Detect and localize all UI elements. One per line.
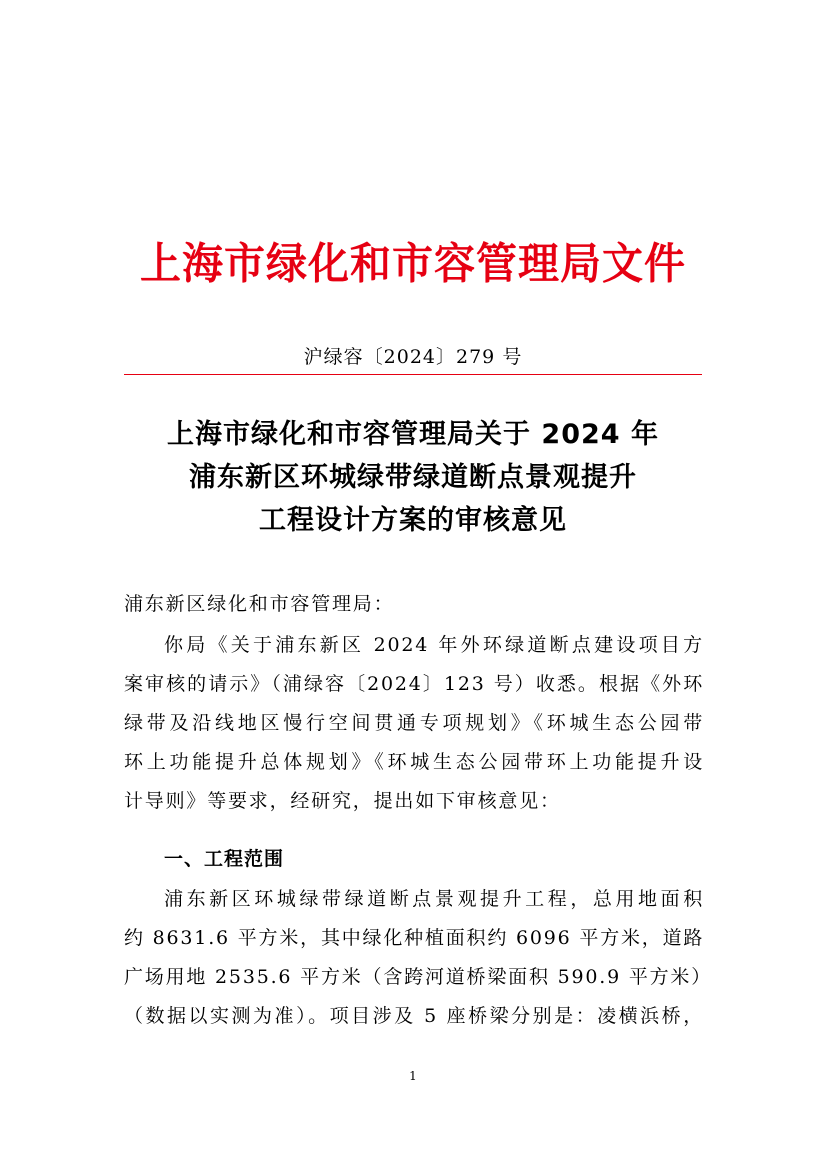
recipient-line: 浦东新区绿化和市容管理局：	[124, 593, 395, 615]
paragraph-line: 约 8631.6 平方米，其中绿化种植面积约 6096 平方米，道路	[124, 927, 705, 949]
paragraph-line: 你局《关于浦东新区 2024 年外环绿道断点建设项目方	[164, 634, 704, 656]
page-number: 1	[409, 1069, 417, 1083]
paragraph-intro	[124, 626, 704, 821]
paragraph-scope	[124, 880, 713, 1036]
paragraph-line: 浦东新区环城绿带绿道断点景观提升工程，总用地面积	[164, 888, 704, 910]
title-line-1: 上海市绿化和市容管理局关于 2024 年	[167, 419, 659, 450]
document-number: 沪绿容〔2024〕279 号	[303, 346, 523, 368]
title-line-3: 工程设计方案的审核意见	[259, 505, 567, 536]
paragraph-line: （数据以实测为准）。项目涉及 5 座桥梁分别是：凌横浜桥，	[124, 1005, 704, 1027]
title-line-2: 浦东新区环城绿带绿道断点景观提升	[189, 462, 637, 493]
red-separator-line	[124, 374, 702, 375]
issuing-organization-header: 上海市绿化和市容管理局文件	[140, 238, 686, 290]
paragraph-line: 绿带及沿线地区慢行空间贯通专项规划》《环城生态公园带	[124, 712, 704, 734]
paragraph-line: 环上功能提升总体规划》《环城生态公园带环上功能提升设	[124, 751, 704, 773]
section-heading-scope: 一、工程范围	[164, 848, 285, 870]
paragraph-line: 广场用地 2535.6 平方米（含跨河道桥梁面积 590.9 平方米）	[124, 966, 713, 988]
paragraph-line: 计导则》等要求，经研究，提出如下审核意见：	[124, 790, 561, 812]
paragraph-line: 案审核的请示》（浦绿容〔2024〕123 号）收悉。根据《外环	[124, 673, 704, 695]
document-title	[0, 413, 826, 542]
